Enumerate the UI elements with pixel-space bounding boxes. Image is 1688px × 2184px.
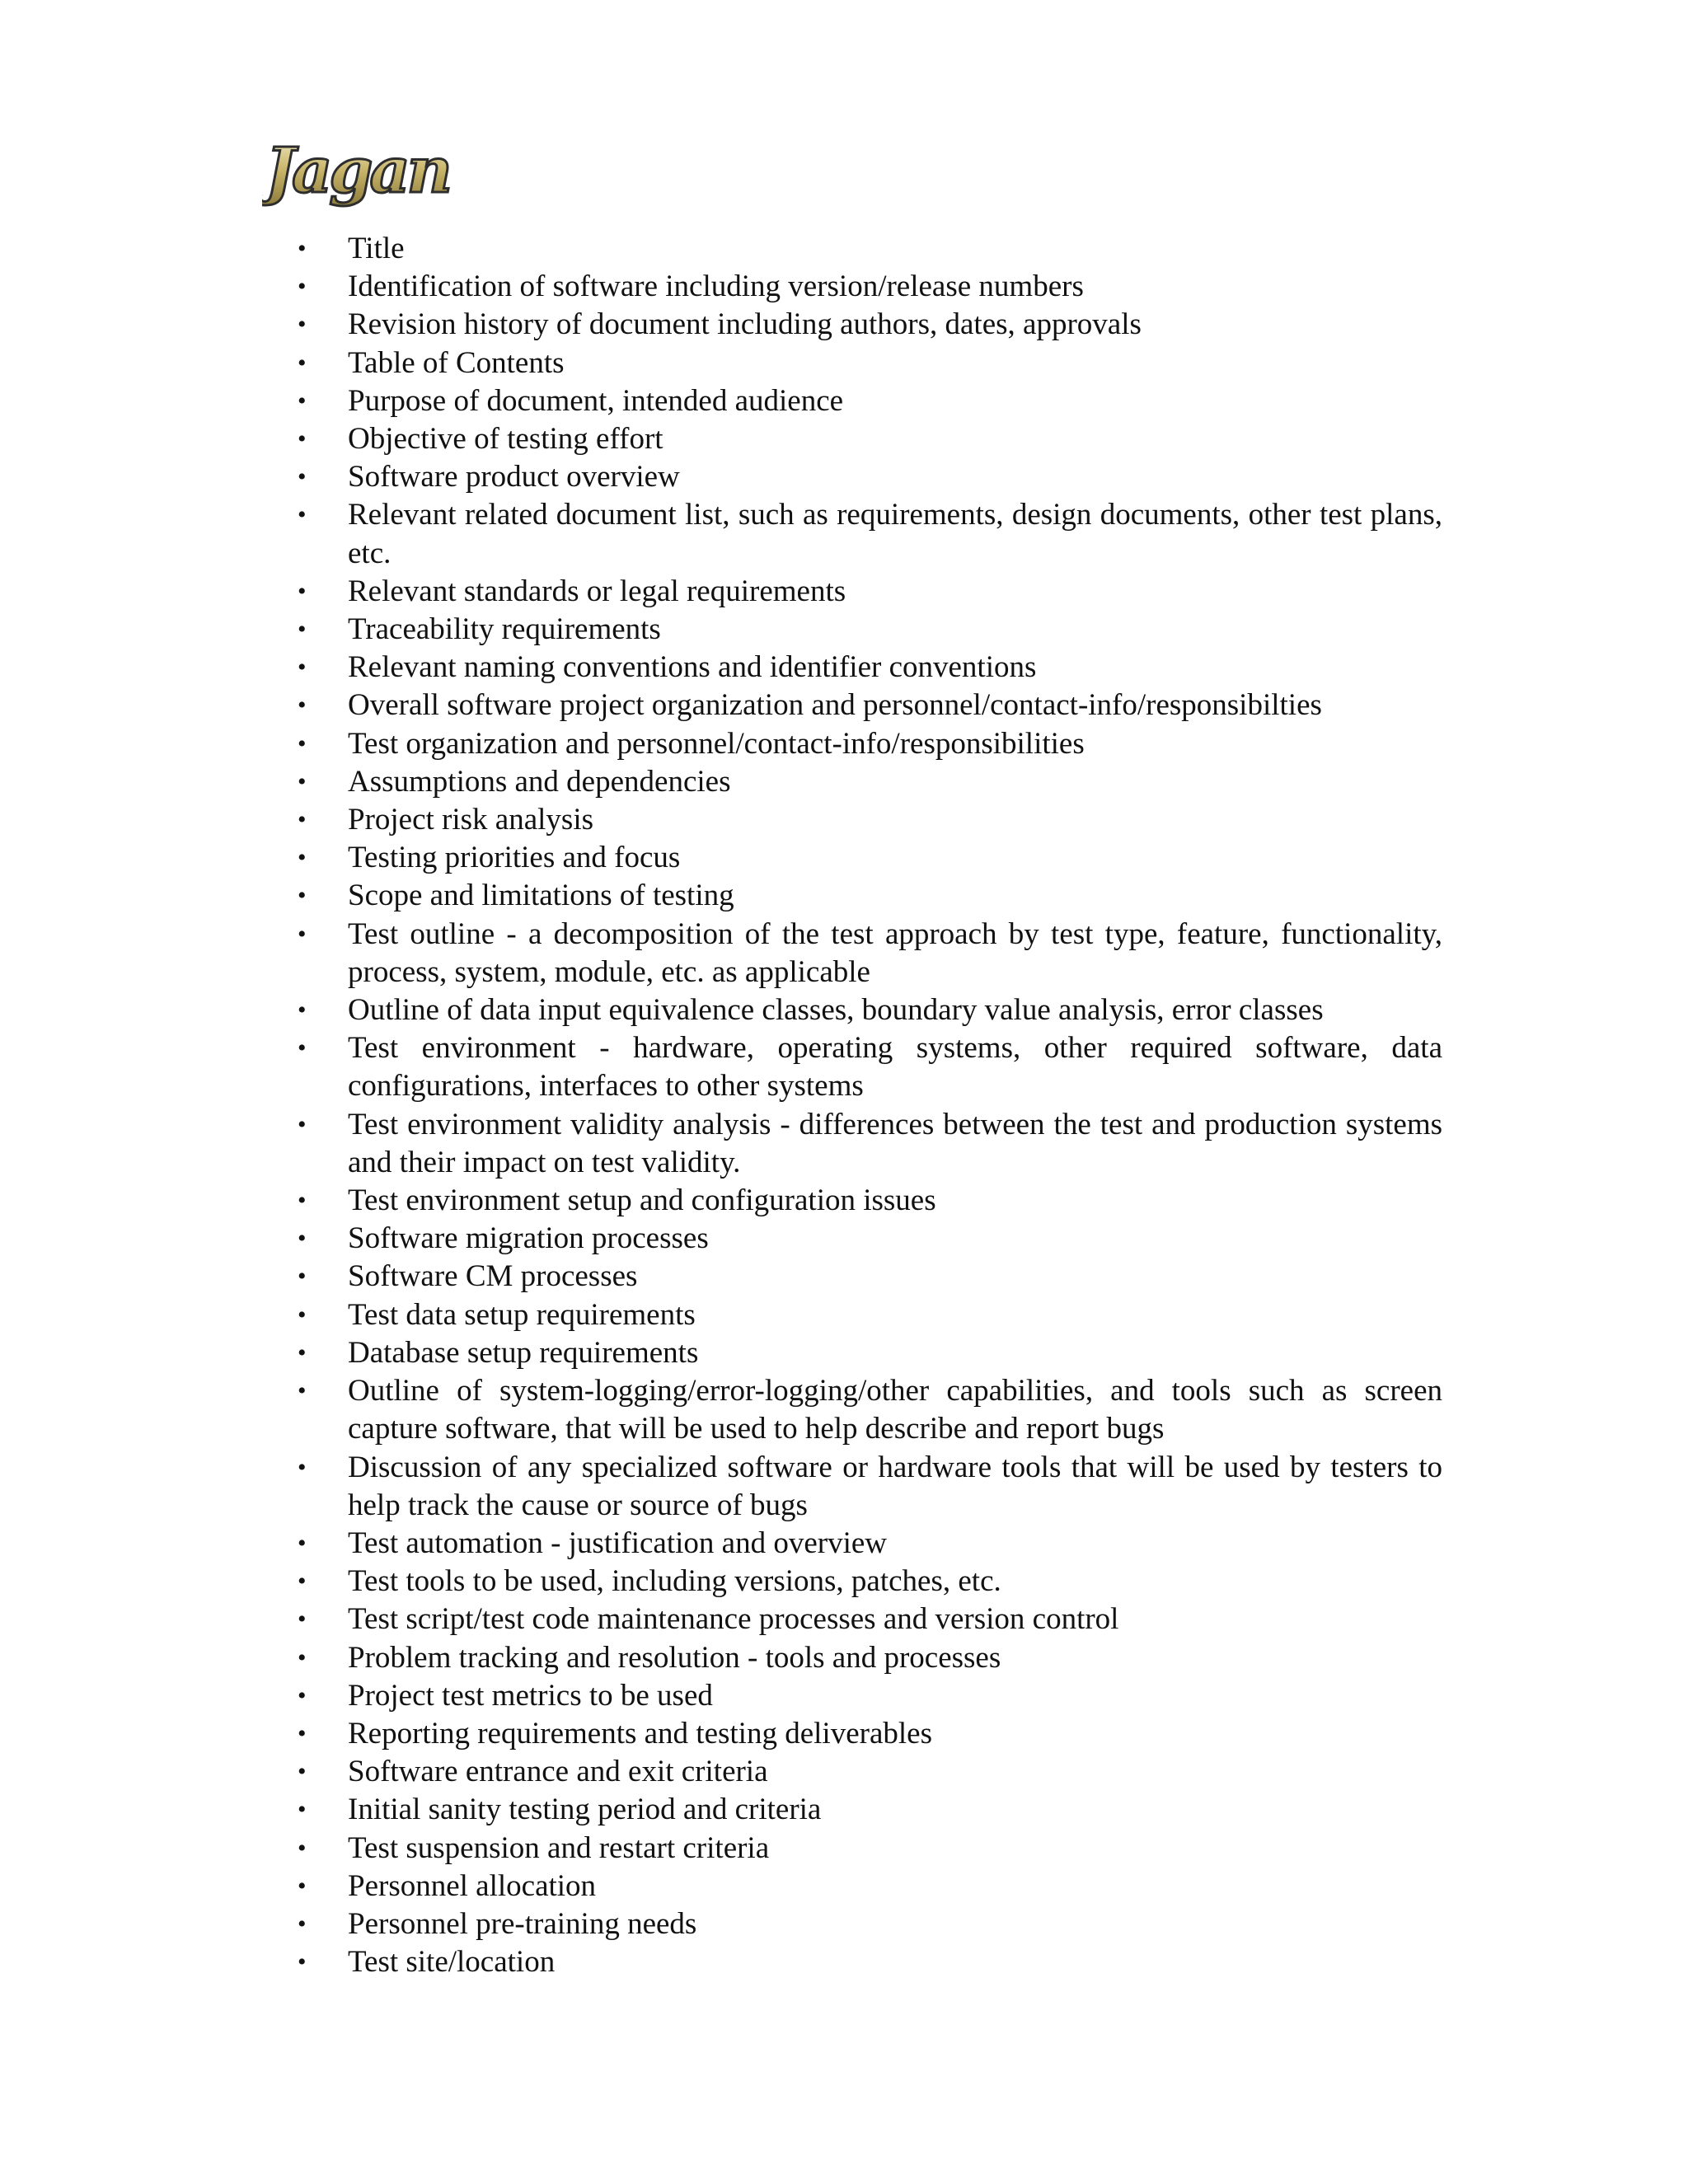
- list-item: [297, 1601, 1442, 1638]
- list-item: [297, 649, 1442, 687]
- list-item: [297, 1029, 1442, 1105]
- bullet-icon: •: [298, 616, 307, 644]
- list-item: [297, 1905, 1442, 1943]
- bullet-icon: •: [298, 654, 307, 682]
- list-item-text: Traceability requirements: [348, 612, 661, 647]
- list-item-text: Test automation - justification and overview: [348, 1526, 887, 1560]
- list-item: [297, 763, 1442, 801]
- list-item-text: Relevant naming conventions and identifier conventions: [348, 650, 1037, 685]
- jagan-logo: [262, 128, 460, 218]
- bullet-icon: •: [298, 1719, 307, 1747]
- bullet-icon: •: [298, 1910, 307, 1938]
- bullet-icon: •: [298, 387, 307, 415]
- list-item-text: Outline of data input equivalence classes, boundary value analysis, error classes: [348, 993, 1324, 1028]
- list-item-text: Overall software project organization and personnel/contact-info/responsibilties: [348, 688, 1322, 723]
- bullet-icon: •: [298, 996, 307, 1024]
- list-item-text: Test script/test code maintenance processes and version control: [348, 1602, 1119, 1637]
- list-item: [297, 1791, 1442, 1829]
- list-item-text: Software entrance and exit criteria: [348, 1755, 768, 1789]
- list-item-text: Test suspension and restart criteria: [348, 1830, 770, 1865]
- bullet-icon: •: [298, 349, 307, 377]
- list-item: [297, 1868, 1442, 1905]
- list-item-text: Test outline - a decomposition of the test approach by test type, feature, functionality, process, system, module, etc. as applicable: [348, 916, 1442, 989]
- list-item-text: Assumptions and dependencies: [348, 764, 731, 799]
- list-item: [297, 1830, 1442, 1868]
- bullet-icon: •: [298, 1948, 307, 1976]
- bullet-icon: •: [298, 729, 307, 757]
- list-item: [297, 801, 1442, 839]
- list-item: [297, 230, 1442, 268]
- list-item-text: Test site/location: [348, 1945, 556, 1980]
- list-item: [297, 1296, 1442, 1334]
- bullet-icon: •: [298, 806, 307, 834]
- list-item-text: Test environment - hardware, operating systems, other required software, data configurations, interfaces to other systems: [348, 1031, 1442, 1104]
- list-item: [297, 268, 1442, 306]
- list-item: [297, 1563, 1442, 1601]
- bullet-icon: •: [298, 463, 307, 491]
- bullet-icon: •: [298, 1187, 307, 1215]
- bullet-icon: •: [298, 1453, 307, 1481]
- list-item-text: Problem tracking and resolution - tools and processes: [348, 1640, 1001, 1675]
- list-item: [297, 1106, 1442, 1182]
- bullet-icon: •: [298, 1110, 307, 1138]
- bullet-icon: •: [298, 844, 307, 872]
- bullet-icon: •: [298, 1338, 307, 1366]
- bullet-icon: •: [298, 767, 307, 795]
- list-item: [297, 1258, 1442, 1296]
- list-item-text: Title: [348, 232, 405, 265]
- list-item: [297, 382, 1442, 420]
- bullet-icon: •: [298, 1529, 307, 1557]
- bullet-icon: •: [298, 1681, 307, 1709]
- list-item-text: Table of Contents: [348, 345, 565, 380]
- list-item-text: Personnel allocation: [348, 1868, 597, 1903]
- list-item: [297, 839, 1442, 877]
- list-item: [297, 877, 1442, 915]
- bullet-icon: •: [298, 691, 307, 719]
- list-item: [297, 306, 1442, 344]
- bullet-icon: •: [298, 273, 307, 301]
- bullet-icon: •: [298, 1568, 307, 1596]
- list-item-text: Relevant related document list, such as requirements, design documents, other test plans, etc.: [348, 498, 1442, 570]
- list-item: [297, 725, 1442, 763]
- list-item: [297, 1372, 1442, 1448]
- list-item: [297, 1639, 1442, 1677]
- bullet-list: [297, 230, 1442, 1981]
- bullet-icon: •: [298, 1796, 307, 1824]
- bullet-icon: •: [298, 882, 307, 910]
- list-item-text: Purpose of document, intended audience: [348, 383, 844, 418]
- list-item: [297, 1715, 1442, 1753]
- document-body: [297, 230, 1442, 1981]
- bullet-icon: •: [298, 1834, 307, 1862]
- list-item-text: Software product overview: [348, 460, 680, 494]
- list-item: [297, 1182, 1442, 1220]
- bullet-icon: •: [298, 1225, 307, 1253]
- list-item: [297, 1334, 1442, 1372]
- list-item-text: Outline of system-logging/error-logging/other capabilities, and tools such as screen capture software, that will be used to help describe and report bugs: [348, 1374, 1442, 1446]
- list-item: [297, 1449, 1442, 1525]
- list-item: [297, 991, 1442, 1029]
- bullet-icon: •: [298, 1758, 307, 1786]
- bullet-icon: •: [298, 1301, 307, 1329]
- list-item-text: Project test metrics to be used: [348, 1678, 713, 1713]
- list-item-text: Test data setup requirements: [348, 1297, 696, 1332]
- list-item-text: Test environment setup and configuration issues: [348, 1183, 936, 1218]
- list-item-text: Objective of testing effort: [348, 422, 663, 457]
- list-item-text: Test tools to be used, including versions, patches, etc.: [348, 1564, 1001, 1599]
- list-item-text: Test organization and personnel/contact-info/responsibilities: [348, 726, 1085, 761]
- bullet-icon: •: [298, 311, 307, 339]
- list-item: [297, 687, 1442, 724]
- bullet-icon: •: [298, 235, 307, 262]
- list-item: [297, 496, 1442, 572]
- list-item: [297, 344, 1442, 382]
- list-item: [297, 1943, 1442, 1981]
- list-item-text: Database setup requirements: [348, 1335, 699, 1370]
- jagan-logo-icon: [262, 128, 460, 218]
- bullet-icon: •: [298, 425, 307, 453]
- list-item-text: Initial sanity testing period and criteria: [348, 1793, 822, 1827]
- list-item: [297, 1525, 1442, 1563]
- list-item-text: Test environment validity analysis - differences between the test and production systems and their impact on test validity.: [348, 1107, 1442, 1179]
- list-item-text: Software CM processes: [348, 1259, 638, 1294]
- list-item: [297, 1220, 1442, 1258]
- list-item-text: Scope and limitations of testing: [348, 879, 734, 913]
- list-item-text: Personnel pre-training needs: [348, 1906, 697, 1941]
- bullet-icon: •: [298, 1605, 307, 1633]
- bullet-icon: •: [298, 1263, 307, 1291]
- bullet-icon: •: [298, 577, 307, 605]
- bullet-icon: •: [298, 501, 307, 529]
- list-item-text: Identification of software including version/release numbers: [348, 269, 1084, 304]
- list-item-text: Project risk analysis: [348, 803, 594, 837]
- list-item: [297, 573, 1442, 611]
- bullet-icon: •: [298, 1643, 307, 1671]
- bullet-icon: •: [298, 1377, 307, 1405]
- list-item-text: Reporting requirements and testing deliverables: [348, 1716, 932, 1750]
- list-item: [297, 1753, 1442, 1791]
- bullet-icon: •: [298, 1872, 307, 1900]
- list-item-text: Discussion of any specialized software or hardware tools that will be used by testers to help track the cause or source of bugs: [348, 1450, 1442, 1522]
- list-item-text: Testing priorities and focus: [348, 841, 681, 875]
- list-item: [297, 420, 1442, 458]
- list-item-text: Revision history of document including authors, dates, approvals: [348, 307, 1142, 342]
- list-item-text: Relevant standards or legal requirements: [348, 574, 846, 608]
- list-item: [297, 611, 1442, 649]
- bullet-icon: •: [298, 1034, 307, 1062]
- list-item-text: Software migration processes: [348, 1221, 709, 1256]
- list-item: [297, 916, 1442, 991]
- list-item: [297, 458, 1442, 496]
- bullet-icon: •: [298, 920, 307, 948]
- list-item: [297, 1677, 1442, 1715]
- logo-text: Jagan: [265, 134, 449, 207]
